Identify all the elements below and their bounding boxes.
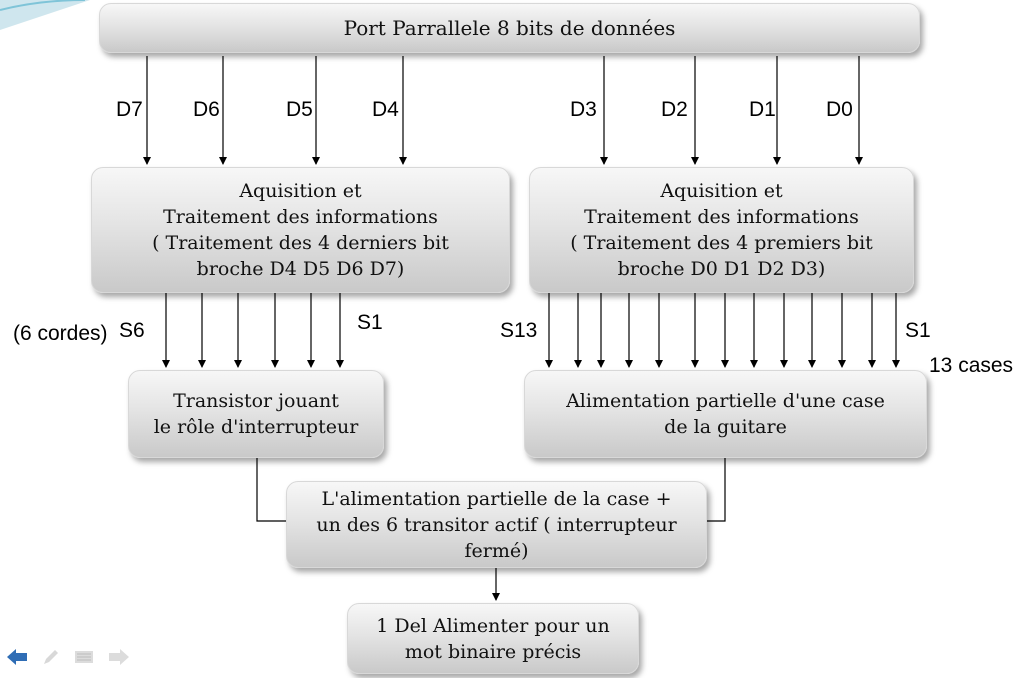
acquisition-right-box: Aquisition et Traitement des informations ( Traitement des 4 premiers bit broche D0 D1 D2 D3): [529, 167, 914, 293]
s1-left-label: S1: [357, 311, 383, 334]
parallel-port-box: Port Parrallele 8 bits de données: [99, 3, 920, 53]
s1-right-label: S1: [905, 319, 931, 342]
cordes-label: (6 cordes): [13, 322, 108, 345]
bit-label-d2: D2: [661, 98, 688, 121]
bit-label-d6: D6: [193, 98, 220, 121]
bit-label-d5: D5: [286, 98, 313, 121]
transistor-box: Transistor jouant le rôle d'interrupteur: [128, 370, 384, 458]
s13-label: S13: [500, 319, 538, 342]
s6-label: S6: [119, 319, 145, 342]
pen-icon[interactable]: [42, 648, 60, 670]
bit-label-d0: D0: [826, 98, 853, 121]
slideshow-nav: [6, 648, 130, 670]
cases-label: 13 cases: [929, 354, 1014, 377]
bit-label-d1: D1: [749, 98, 776, 121]
back-arrow-icon[interactable]: [6, 648, 28, 670]
bit-label-d3: D3: [570, 98, 597, 121]
combination-box: L'alimentation partielle de la case + un des 6 transitor actif ( interrupteur fermé): [286, 481, 707, 568]
bit-label-d4: D4: [372, 98, 399, 121]
bit-label-d7: D7: [116, 98, 143, 121]
led-box: 1 Del Alimenter pour un mot binaire précis: [347, 603, 639, 674]
forward-arrow-icon[interactable]: [108, 648, 130, 670]
acquisition-left-box: Aquisition et Traitement des informations ( Traitement des 4 derniers bit broche D4 D5 D6 D7): [91, 167, 510, 293]
menu-icon[interactable]: [74, 649, 94, 669]
alimentation-box: Alimentation partielle d'une case de la guitare: [524, 370, 927, 458]
